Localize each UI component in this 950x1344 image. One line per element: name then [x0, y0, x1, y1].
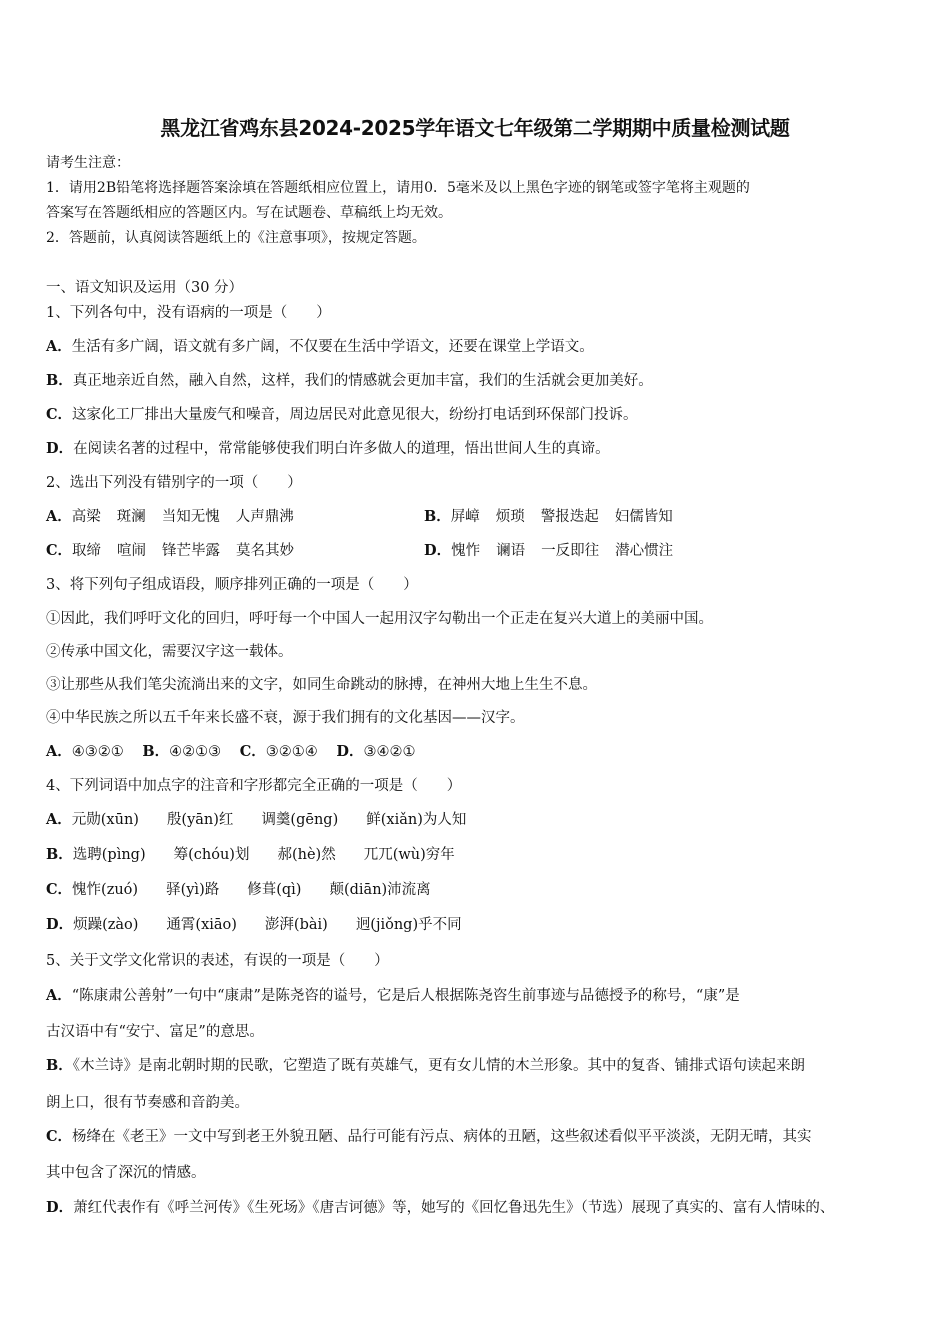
q3-option-a[interactable]: A．④③②① [46, 743, 124, 760]
q2-option-b[interactable]: B．屏嶂 烦琐 警报迭起 妇儒皆知 [424, 508, 673, 525]
option-text: 真正地亲近自然，融入自然，这样，我们的情感就会更加丰富，我们的生活就会更加美好。 [72, 373, 653, 389]
q5-option-c-cont: 其中包含了深沉的情感。 [46, 1165, 206, 1181]
section-heading: 一、语文知识及运用（30 分） [46, 280, 244, 296]
q1-option-a[interactable] [46, 335, 594, 356]
q2-option-a[interactable]: A．高梁 斑澜 当知无愧 人声鼎沸 [46, 508, 294, 525]
notice-line-1b: 答案写在答题纸相应的答题区内。写在试题卷、草稿纸上均无效。 [46, 205, 452, 221]
q3-sentence-2: ②传承中国文化，需要汉字这一载体。 [46, 644, 293, 660]
notice-line-1a: 1．请用2B铅笔将选择题答案涂填在答题纸相应位置上，请用0．5毫米及以上黑色字迹的钢笔或签字笔将主观题的 [46, 180, 750, 196]
page-title: 黑龙江省鸡东县2024-2025学年语文七年级第二学期期中质量检测试题 [160, 116, 790, 140]
question-2-stem: 2、选出下列没有错别字的一项（ ） [46, 475, 302, 491]
option-text: 生活有多广阔，语文就有多广阔，不仅要在生活中学语文，还要在课堂上学语文。 [71, 339, 594, 355]
q2-row-cd [46, 539, 674, 560]
q4-option-b[interactable]: B．选聘(pìng) 筹(chóu)划 郝(hè)然 兀兀(wù)穷年 [46, 846, 455, 863]
q3-option-d[interactable]: D．③④②① [336, 743, 416, 760]
q3-option-c[interactable]: C．③②①④ [239, 743, 318, 760]
option-label: D． [46, 440, 74, 457]
q5-option-a[interactable]: A．“陈康肃公善射”一句中“康肃”是陈尧咨的谥号，它是后人根据陈尧咨生前事迹与品德授予的称号，“康”是 [46, 987, 740, 1004]
q3-options [46, 740, 415, 761]
option-label: A． [46, 338, 72, 355]
q4-option-c[interactable]: C．愧怍(zuó) 驿(yì)路 修葺(qì) 颠(diān)沛流离 [46, 881, 431, 898]
question-1-stem: 1、下列各句中，没有语病的一项是（ ） [46, 305, 331, 321]
q3-option-b[interactable]: B．④②①③ [142, 743, 222, 760]
q3-sentence-4: ④中华民族之所以五千年来长盛不衰，源于我们拥有的文化基因——汉字。 [46, 710, 525, 726]
option-text: 这家化工厂排出大量废气和噪音，周边居民对此意见很大，纷纷打电话到环保部门投诉。 [72, 407, 638, 423]
notice-heading: 请考生注意： [46, 155, 130, 171]
option-label: B． [46, 372, 73, 389]
question-3-stem: 3、将下列句子组成语段，顺序排列正确的一项是（ ） [46, 577, 418, 593]
q5-option-b[interactable]: B．《木兰诗》是南北朝时期的民歌，它塑造了既有英雄气，更有女儿情的木兰形象。其中的复沓、铺排式语句读起来朗 [46, 1057, 806, 1074]
question-5-stem: 5、关于文学文化常识的表述，有误的一项是（ ） [46, 953, 389, 969]
notice-line-2: 2．答题前，认真阅读答题纸上的《注意事项》，按规定答题。 [46, 230, 426, 246]
q2-option-d[interactable]: D．愧怍 谰语 一反即往 潜心惯注 [424, 542, 674, 559]
q4-option-d[interactable]: D．烦躁(zào) 通霄(xiāo) 澎湃(bài) 迥(jiǒng)乎不同 [46, 916, 462, 933]
q3-sentence-3: ③让那些从我们笔尖流淌出来的文字，如同生命跳动的脉搏，在神州大地上生生不息。 [46, 677, 597, 693]
q2-option-c[interactable]: C．取缔 喧闹 锋芒毕露 莫名其妙 [46, 542, 295, 559]
q5-option-d[interactable]: D．萧红代表作有《呼兰河传》《生死场》《唐吉诃德》等，她写的《回忆鲁迅先生》（节选）展现了真实的、富有人情味的、 [46, 1199, 835, 1216]
option-label: C． [46, 406, 73, 423]
q1-option-b[interactable] [46, 369, 653, 390]
q5-option-a-cont: 古汉语中有“安宁、富足”的意思。 [46, 1024, 264, 1040]
option-text: 在阅读名著的过程中，常常能够使我们明白许多做人的道理，悟出世间人生的真谛。 [73, 441, 610, 457]
q4-option-a[interactable]: A．元勋(xūn) 殷(yān)红 调羹(gēng) 鲜(xiǎn)为人知 [46, 811, 467, 828]
q1-option-c[interactable] [46, 403, 638, 424]
q5-option-c[interactable]: C．杨绛在《老王》一文中写到老王外貌丑陋、品行可能有污点、病体的丑陋，这些叙述看似平平淡淡，无阴无晴，其实 [46, 1128, 812, 1145]
q5-option-b-cont: 朗上口，很有节奏感和音韵美。 [46, 1095, 249, 1111]
q3-sentence-1: ①因此，我们呼吁文化的回归，呼吁每一个中国人一起用汉字勾勒出一个正走在复兴大道上的美丽中国。 [46, 611, 713, 627]
question-4-stem: 4、下列词语中加点字的注音和字形都完全正确的一项是（ ） [46, 778, 462, 794]
q1-option-d[interactable] [46, 437, 610, 458]
q2-row-ab [46, 505, 673, 526]
